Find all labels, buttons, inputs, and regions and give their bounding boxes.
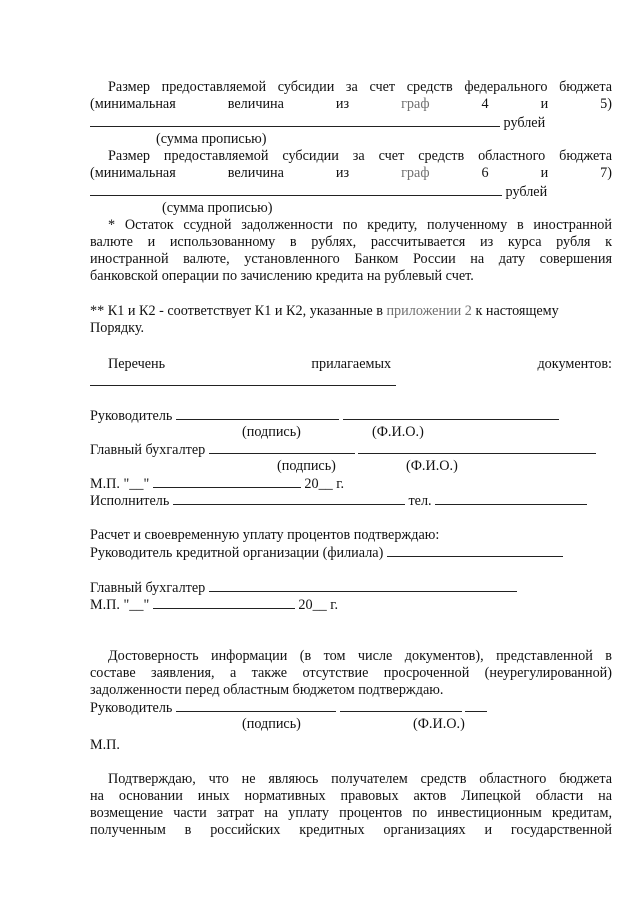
word: величина [227, 96, 284, 112]
reliability-signature-field[interactable] [176, 699, 336, 712]
bank-head-label: Руководитель кредитной организации (филиала) [90, 545, 384, 561]
word: (минимальная [90, 96, 176, 112]
documents-field[interactable] [90, 373, 396, 386]
head-label: Руководитель [90, 408, 173, 424]
note-star-line3: иностранной валюте, установленного Банком России на дату совершения [90, 251, 612, 267]
federal-subsidy-line2 [90, 96, 612, 113]
word: граф [401, 96, 430, 112]
date-month-field[interactable] [153, 475, 301, 488]
word: из [335, 165, 350, 181]
bank-date-month-field[interactable] [153, 596, 295, 609]
signature-caption: (подпись) [242, 424, 301, 440]
word: и [540, 165, 549, 181]
bank-confirm: Расчет и своевременную уплату процентов подтверждаю: [90, 527, 440, 543]
note-star-line4: банковской операции по зачислению кредита на рублевый счет. [90, 268, 474, 284]
phone-label: тел. [408, 493, 432, 509]
head-signature-field[interactable] [176, 407, 339, 420]
word: 7) [600, 165, 612, 181]
regional-amount-line [90, 183, 612, 201]
confirmation-line4: полученным в российских кредитных организациях и государственной [90, 822, 612, 838]
word: 6 [481, 165, 489, 181]
documents-line [90, 373, 612, 391]
reliability-mp: М.П. [90, 737, 120, 753]
year-label: 20__ г. [298, 597, 339, 613]
word: граф [401, 165, 430, 181]
federal-amount-caption: (сумма прописью) [156, 131, 267, 147]
appendix-link[interactable]: приложении 2 [386, 303, 472, 319]
confirmation-line1: Подтверждаю, что не являюсь получателем средств областного бюджета [108, 771, 612, 787]
year-label: 20__ г. [304, 476, 345, 492]
head-label: Руководитель [90, 700, 173, 716]
regional-subsidy-line2 [90, 165, 612, 182]
regional-amount-caption: (сумма прописью) [162, 200, 273, 216]
chief-accountant-line [90, 441, 612, 459]
bank-head-signature-field[interactable] [387, 544, 483, 557]
head-name-field[interactable] [343, 407, 559, 420]
bank-chief-accountant-line [90, 579, 612, 597]
confirmation-line2: на основании иных нормативных правовых актов Липецкой области на [90, 788, 612, 804]
bank-chief-accountant-name-field[interactable] [351, 579, 517, 592]
bank-chief-accountant-signature-field[interactable] [209, 579, 351, 592]
chief-accountant-signature-field[interactable] [209, 441, 355, 454]
word: (минимальная [90, 165, 176, 181]
executor-field[interactable] [173, 492, 405, 505]
note-star-line2: валюте и использованному в рублях, рассчитывается из курса рубля к [90, 234, 612, 250]
note-double-star-line2: Порядку. [90, 320, 145, 336]
note-star-line1: * Остаток ссудной задолженности по кредиту, полученному в иностранной [108, 217, 612, 233]
rubles-label: рублей [505, 184, 548, 200]
federal-subsidy-line1: Размер предоставляемой субсидии за счет средств федерального бюджета [108, 79, 612, 95]
reliability-head-line [90, 699, 612, 717]
head-signature-line [90, 407, 612, 425]
regional-subsidy-line1: Размер предоставляемой субсидии за счет средств областного бюджета [108, 148, 612, 164]
phone-field[interactable] [435, 492, 587, 505]
documents-heading: Перечень прилагаемых документов: [108, 356, 612, 372]
reliability-name-field[interactable] [340, 699, 462, 712]
name-caption-3: (Ф.И.О.) [413, 716, 465, 732]
mp-label: М.П. "__" [90, 597, 150, 613]
federal-amount-field[interactable] [90, 114, 500, 127]
bank-chief-accountant-label: Главный бухгалтер [90, 580, 206, 596]
regional-amount-field[interactable] [90, 183, 502, 196]
signature-caption-2: (подпись) [277, 458, 336, 474]
mp-date-line [90, 475, 612, 493]
word: 4 [481, 96, 489, 112]
note-double-star-line1: ** К1 и К2 - соответствует К1 и К2, указанные в приложении 2 к настоящему [90, 303, 559, 319]
reliability-line3: задолженности перед областным бюджетом подтверждаю. [90, 682, 444, 698]
reliability-line1: Достоверность информации (в том числе документов), представленной в [108, 648, 612, 664]
executor-line [90, 492, 612, 510]
name-caption: (Ф.И.О.) [372, 424, 424, 440]
word: и [540, 96, 549, 112]
signature-caption-3: (подпись) [242, 716, 301, 732]
chief-accountant-name-field[interactable] [358, 441, 596, 454]
bank-mp-date-line [90, 596, 612, 614]
reliability-line2: составе заявления, а также отсутствие просроченной (неурегулированной) [90, 665, 612, 681]
bank-head-line [90, 544, 612, 562]
word: величина [227, 165, 284, 181]
bank-head-name-field[interactable] [483, 544, 563, 557]
federal-amount-line [90, 114, 612, 132]
word: из [335, 96, 350, 112]
reliability-extra-field[interactable] [465, 699, 487, 712]
confirmation-line3: возмещение части затрат на уплату процентов по инвестиционным кредитам, [90, 805, 612, 821]
mp-label: М.П. "__" [90, 476, 150, 492]
name-caption-2: (Ф.И.О.) [406, 458, 458, 474]
word: 5) [600, 96, 612, 112]
executor-label: Исполнитель [90, 493, 170, 509]
rubles-label: рублей [503, 115, 546, 131]
chief-accountant-label: Главный бухгалтер [90, 442, 206, 458]
